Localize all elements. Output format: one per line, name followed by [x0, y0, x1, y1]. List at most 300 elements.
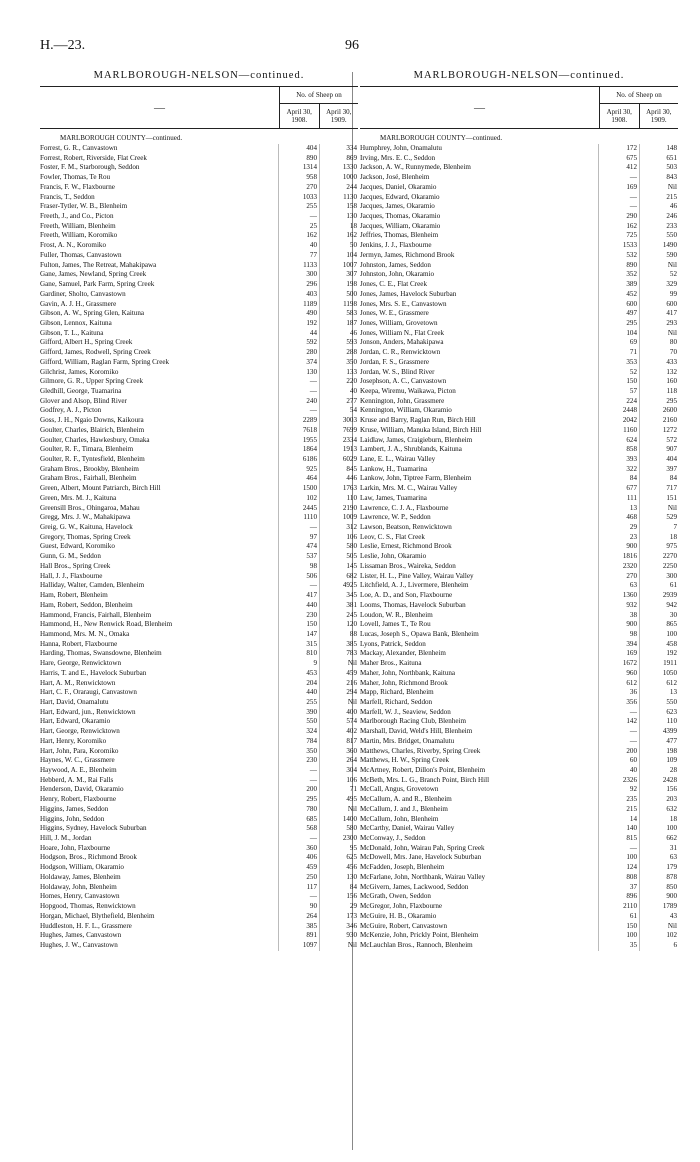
table-row — [40, 533, 358, 543]
owner-name: Green, Mrs. M. J., Kaituna — [40, 493, 117, 502]
owner-name: Greensill Bros., Ohingaroa, Mahau — [40, 503, 140, 512]
sheep-1909: 456 — [319, 863, 358, 873]
sheep-1909: 203 — [639, 795, 678, 805]
sheep-1909: Nil — [639, 922, 678, 932]
owner-name: Jacques, William, Okaramio — [360, 221, 441, 230]
sheep-1908: 97 — [278, 533, 319, 543]
sheep-1909: 46 — [319, 329, 358, 339]
sheep-1908: 612 — [598, 679, 639, 689]
sheep-1908: 810 — [278, 649, 319, 659]
table-row — [360, 523, 678, 533]
sheep-1909: 2939 — [639, 591, 678, 601]
table-row — [360, 542, 678, 552]
owner-name: Henry, Robert, Flaxbourne — [40, 795, 116, 804]
sheep-1908: 250 — [278, 873, 319, 883]
sheep-1909: 590 — [639, 251, 678, 261]
table-row — [40, 231, 358, 241]
sheep-1908: 440 — [278, 601, 319, 611]
table-row — [40, 931, 358, 941]
sheep-1908: 2110 — [598, 902, 639, 912]
sheep-1909: 612 — [639, 679, 678, 689]
sheep-1908: 350 — [278, 747, 319, 757]
sheep-1908: 890 — [598, 261, 639, 271]
sheep-1909: 7699 — [319, 426, 358, 436]
sheep-1909: 244 — [319, 183, 358, 193]
table-row — [40, 387, 358, 397]
sheep-1909: 632 — [639, 805, 678, 815]
sheep-1909: 28 — [639, 766, 678, 776]
table-row — [360, 640, 678, 650]
table-row — [360, 329, 678, 339]
owner-name: Hoare, John, Flaxbourne — [40, 843, 111, 852]
table-row — [40, 902, 358, 912]
owner-name: Goulter, Charles, Blairich, Blenheim — [40, 425, 145, 434]
owner-name: Jones, C. E., Flat Creek — [360, 280, 427, 289]
sheep-1909: 477 — [639, 737, 678, 747]
sheep-1908: 550 — [278, 717, 319, 727]
sheep-1909: 151 — [639, 494, 678, 504]
table-row — [40, 358, 358, 368]
sheep-1908: 69 — [598, 338, 639, 348]
owner-name: Hart, John, Para, Koromiko — [40, 746, 119, 755]
table-row — [360, 552, 678, 562]
owner-name: Gunn, G. M., Seddon — [40, 552, 101, 561]
table-row — [40, 688, 358, 698]
sheep-1909: 869 — [319, 154, 358, 164]
left-table-header — [40, 86, 358, 129]
owner-name: Kennington, John, Grassmere — [360, 396, 445, 405]
table-row — [40, 542, 358, 552]
table-row — [40, 815, 358, 825]
table-row — [40, 844, 358, 854]
owner-name: Forrest, G. R., Canvastown — [40, 144, 118, 152]
sheep-1909: 294 — [319, 688, 358, 698]
sheep-1908: 784 — [278, 737, 319, 747]
sheep-1909: Nil — [319, 941, 358, 951]
owner-name: Hart, Edward, jun., Renwicktown — [40, 707, 136, 716]
owner-name: Hopgood, Thomas, Renwicktown — [40, 902, 136, 911]
sheep-1908: 1360 — [598, 591, 639, 601]
table-row — [40, 241, 358, 251]
sheep-1908: 92 — [598, 785, 639, 795]
sheep-1908: 393 — [598, 455, 639, 465]
table-row — [40, 572, 358, 582]
sheep-1908: 459 — [278, 863, 319, 873]
sheep-1909: 160 — [639, 377, 678, 387]
table-row — [40, 620, 358, 630]
table-row — [360, 776, 678, 786]
sheep-1909: 580 — [319, 542, 358, 552]
sheep-1908: 169 — [598, 183, 639, 193]
sheep-1908: 255 — [278, 698, 319, 708]
owner-name: Lambert, J. A., Shrublands, Kaituna — [360, 445, 462, 454]
sheep-1908: 13 — [598, 504, 639, 514]
sheep-1909: 1130 — [319, 193, 358, 203]
table-row — [360, 426, 678, 436]
table-row — [40, 912, 358, 922]
table-row — [40, 785, 358, 795]
sheep-1909: 3003 — [319, 416, 358, 426]
table-row — [40, 747, 358, 757]
table-row — [40, 348, 358, 358]
sheep-count-header: No. of Sheep on — [280, 87, 358, 104]
owner-name: McDonald, John, Wairau Pah, Spring Creek — [360, 843, 485, 852]
sheep-1908: 98 — [598, 630, 639, 640]
owner-name: Haynes, W. C., Grassmere — [40, 756, 115, 765]
owner-name: Hodgson, Bros., Richmond Brook — [40, 853, 137, 862]
owner-name: Hart, George, Renwicktown — [40, 727, 120, 736]
sheep-1908: 29 — [598, 523, 639, 533]
sheep-1909: 2428 — [639, 776, 678, 786]
sheep-1909: 295 — [639, 397, 678, 407]
owner-name: Lovell, James T., Te Rou — [360, 620, 431, 629]
table-row — [360, 163, 678, 173]
owner-name: Jackson, José, Blenheim — [360, 173, 430, 182]
sheep-1909: 1789 — [639, 902, 678, 912]
owner-name: Freeth, J., and Co., Picton — [40, 212, 114, 221]
owner-name: Fraser-Tytler, W. B., Blenheim — [40, 202, 128, 211]
sheep-1909: 264 — [319, 756, 358, 766]
owner-name: Marshall, David, Weld's Hill, Blenheim — [360, 727, 473, 736]
sheep-1909: 2600 — [639, 406, 678, 416]
table-row — [360, 504, 678, 514]
sheep-1909: 18 — [319, 222, 358, 232]
table-row — [360, 688, 678, 698]
owner-name: Lane, E. L., Wairau Valley — [360, 455, 436, 463]
sheep-1908: — — [598, 844, 639, 854]
sheep-1909: 360 — [319, 747, 358, 757]
name-column-header: — — [154, 101, 165, 114]
owner-name: McGuire, H. B., Okaramio — [360, 911, 437, 920]
sheep-1908: 100 — [598, 931, 639, 941]
table-row — [40, 611, 358, 621]
sheep-1909: 942 — [639, 601, 678, 611]
owner-name: Hart, A. M., Renwicktown — [40, 678, 116, 687]
sheep-1908: 497 — [598, 309, 639, 319]
sheep-1908: 685 — [278, 815, 319, 825]
owner-name: Jacques, Edward, Okaramio — [360, 192, 440, 201]
sheep-1909: Nil — [639, 183, 678, 193]
owner-name: Fuller, Thomas, Canvastown — [40, 250, 122, 259]
table-row — [40, 163, 358, 173]
right-table-header — [360, 86, 678, 129]
table-row — [360, 513, 678, 523]
table-row — [40, 523, 358, 533]
sheep-1909: 288 — [319, 348, 358, 358]
sheep-1908: 90 — [278, 902, 319, 912]
table-row — [40, 562, 358, 572]
sheep-1908: 204 — [278, 679, 319, 689]
sheep-1908: 677 — [598, 484, 639, 494]
owner-name: Kruse, William, Manuka Island, Birch Hill — [360, 425, 482, 434]
table-row — [360, 474, 678, 484]
sheep-1908: 300 — [278, 270, 319, 280]
sheep-1909: 529 — [639, 513, 678, 523]
sheep-1909: 662 — [639, 834, 678, 844]
right-column-title: MARLBOROUGH-NELSON—continued. — [413, 70, 625, 81]
table-row — [40, 280, 358, 290]
table-row — [360, 436, 678, 446]
sheep-1908: 25 — [278, 222, 319, 232]
sheep-1908: 140 — [598, 824, 639, 834]
sheep-1908: 417 — [278, 591, 319, 601]
sheep-1908: 150 — [598, 377, 639, 387]
sheep-1908: 130 — [278, 368, 319, 378]
owner-name: Jones, W. E., Grassmere — [360, 309, 429, 318]
sheep-1909: 651 — [639, 154, 678, 164]
table-row — [40, 669, 358, 679]
table-row — [360, 766, 678, 776]
owner-name: McConway, J., Seddon — [360, 834, 426, 843]
owner-name: McDowell, Mrs. Jane, Havelock Suburban — [360, 853, 482, 862]
sheep-1909: 623 — [639, 708, 678, 718]
sheep-1908: 385 — [278, 922, 319, 932]
sheep-1909: 52 — [639, 270, 678, 280]
left-subheading: MARLBOROUGH COUNTY—continued. — [60, 134, 183, 142]
table-row — [360, 173, 678, 183]
table-row — [360, 358, 678, 368]
sheep-1909: 80 — [639, 338, 678, 348]
owner-name: Jacques, James, Okaramio — [360, 202, 435, 211]
sheep-1909: 495 — [319, 795, 358, 805]
sheep-1909: 215 — [639, 193, 678, 203]
owner-name: Ham, Robert, Blenheim — [40, 591, 108, 600]
owner-name: Looms, Thomas, Havelock Suburban — [360, 600, 466, 609]
sheep-1908: 412 — [598, 163, 639, 173]
owner-name: Hare, George, Renwicktown — [40, 659, 122, 668]
table-row — [40, 270, 358, 280]
table-row — [360, 863, 678, 873]
owner-name: Lawrence, W. P., Seddon — [360, 513, 431, 522]
sheep-1908: 150 — [598, 922, 639, 932]
table-row — [360, 853, 678, 863]
table-row — [40, 338, 358, 348]
table-row — [360, 319, 678, 329]
table-row — [40, 717, 358, 727]
sheep-1908: 352 — [598, 270, 639, 280]
owner-name: Ham, Robert, Seddon, Blenheim — [40, 600, 133, 609]
owner-name: Jermyn, James, Richmond Brook — [360, 250, 455, 259]
table-row — [360, 727, 678, 737]
sheep-1908: 36 — [598, 688, 639, 698]
sheep-1908: 1500 — [278, 484, 319, 494]
owner-name: Leov, C. S., Flat Creek — [360, 532, 425, 541]
sheep-1908: 960 — [598, 669, 639, 679]
owner-name: Gifford, William, Raglan Farm, Spring Creek — [40, 357, 170, 366]
owner-name: Hodgson, William, Okaramio — [40, 863, 124, 872]
name-column-header: — — [474, 101, 485, 114]
sheep-1909: 1490 — [639, 241, 678, 251]
sheep-1908: 142 — [598, 717, 639, 727]
table-row — [40, 300, 358, 310]
owner-name: Gregg, Mrs. J. W., Mahakipawa — [40, 513, 131, 522]
sheep-1909: Nil — [639, 504, 678, 514]
sheep-1908: 464 — [278, 474, 319, 484]
owner-name: Maher, John, Northbank, Kaituna — [360, 668, 456, 677]
table-row — [40, 329, 358, 339]
table-row — [360, 202, 678, 212]
owner-name: Freeth, William, Blenheim — [40, 221, 116, 230]
owner-name: Matthews, H. W., Spring Creek — [360, 756, 450, 765]
owner-name: Loe, A. D., and Son, Flaxbourne — [360, 591, 453, 600]
table-row — [40, 581, 358, 591]
sheep-1909: 1007 — [319, 261, 358, 271]
sheep-1908: 1533 — [598, 241, 639, 251]
sheep-1909: 1913 — [319, 445, 358, 455]
sheep-1909: 110 — [639, 717, 678, 727]
sheep-1908: 2326 — [598, 776, 639, 786]
sheep-1909: 6029 — [319, 455, 358, 465]
table-row — [360, 601, 678, 611]
sheep-1908: 815 — [598, 834, 639, 844]
sheep-1908: 192 — [278, 319, 319, 329]
sheep-1908: — — [278, 406, 319, 416]
sheep-1909: 2160 — [639, 416, 678, 426]
owner-name: Gilmore, G. R., Upper Spring Creek — [40, 377, 144, 386]
owner-name: McGivern, James, Lackwood, Seddon — [360, 882, 469, 891]
table-row — [360, 747, 678, 757]
sheep-1908: 506 — [278, 572, 319, 582]
sheep-1908: 71 — [598, 348, 639, 358]
sheep-1909: 404 — [639, 455, 678, 465]
table-row — [40, 319, 358, 329]
sheep-1908: 200 — [598, 747, 639, 757]
owner-name: Jordan, C. R., Renwicktown — [360, 348, 441, 357]
owner-name: McCallum, J. and J., Blenheim — [360, 804, 448, 813]
table-row — [40, 154, 358, 164]
sheep-1909: 148 — [639, 144, 678, 154]
owner-name: Horgan, Michael, Blythefield, Blenheim — [40, 911, 155, 920]
owner-name: Goulter, R. F., Timara, Blenheim — [40, 445, 134, 454]
sheep-1908: 780 — [278, 805, 319, 815]
year-1909-header: April 30, 1909. — [639, 104, 679, 128]
table-row — [360, 717, 678, 727]
owner-name: Gibson, A. W., Spring Glen, Kaituna — [40, 309, 145, 318]
table-row — [360, 883, 678, 893]
table-row — [360, 611, 678, 621]
table-row — [40, 193, 358, 203]
sheep-1908: 38 — [598, 611, 639, 621]
table-row — [40, 465, 358, 475]
table-row — [40, 776, 358, 786]
table-row — [40, 824, 358, 834]
owner-name: Higgins, Sydney, Havelock Suburban — [40, 824, 147, 833]
table-row — [360, 494, 678, 504]
owner-name: Law, James, Tuamarina — [360, 493, 427, 502]
sheep-1908: 1189 — [278, 300, 319, 310]
owner-name: Fulton, James, The Retreat, Mahakipawa — [40, 260, 157, 269]
owner-name: Marfell, Richard, Seddon — [360, 697, 433, 706]
owner-name: Gledhill, George, Tuamarina — [40, 386, 122, 395]
owner-name: Godfrey, A. J., Picton — [40, 406, 102, 415]
sheep-1908: 162 — [598, 222, 639, 232]
owner-name: Hebberd, A. M., Rai Falls — [40, 775, 114, 784]
table-row — [360, 844, 678, 854]
table-row — [360, 679, 678, 689]
sheep-1908: 356 — [598, 698, 639, 708]
sheep-1909: 334 — [319, 144, 358, 154]
table-row — [360, 815, 678, 825]
owner-name: Gavin, A. J. H., Grassmere — [40, 299, 117, 308]
table-row — [40, 834, 358, 844]
owner-name: Jackson, A. W., Runnymede, Blenheim — [360, 163, 471, 172]
sheep-1908: — — [598, 173, 639, 183]
sheep-1909: 13 — [639, 688, 678, 698]
sheep-1909: 31 — [639, 844, 678, 854]
sheep-1909: 682 — [319, 572, 358, 582]
sheep-1909: 865 — [639, 620, 678, 630]
owner-name: Green, Albert, Mount Patriarch, Birch Hill — [40, 484, 161, 493]
owner-name: McCallum, John, Blenheim — [360, 814, 439, 823]
table-row — [360, 455, 678, 465]
sheep-1909: 106 — [319, 776, 358, 786]
table-row — [360, 581, 678, 591]
table-row — [360, 309, 678, 319]
owner-name: Higgins, James, Seddon — [40, 804, 109, 813]
owner-name: Fowler, Thomas, Te Rou — [40, 173, 111, 182]
sheep-1908: — — [278, 776, 319, 786]
table-row — [40, 941, 358, 951]
sheep-1909: 100 — [639, 630, 678, 640]
table-row — [40, 698, 358, 708]
table-row — [360, 737, 678, 747]
sheep-1908: 290 — [598, 212, 639, 222]
sheep-1909: 187 — [319, 319, 358, 329]
sheep-1908: 2042 — [598, 416, 639, 426]
sheep-1909: 133 — [319, 368, 358, 378]
sheep-1909: 1009 — [319, 513, 358, 523]
table-row — [360, 241, 678, 251]
sheep-1909: 40 — [319, 387, 358, 397]
sheep-1909: 156 — [639, 785, 678, 795]
sheep-1908: 296 — [278, 280, 319, 290]
sheep-1908: 98 — [278, 562, 319, 572]
sheep-1908: 255 — [278, 202, 319, 212]
table-row — [40, 445, 358, 455]
sheep-1909: 1000 — [319, 173, 358, 183]
owner-name: Graham Bros., Brookby, Blenheim — [40, 464, 139, 473]
sheep-1909: 162 — [319, 231, 358, 241]
sheep-1909: 61 — [639, 581, 678, 591]
sheep-1908: 40 — [278, 241, 319, 251]
sheep-1908: 490 — [278, 309, 319, 319]
table-row — [40, 377, 358, 387]
table-row — [40, 436, 358, 446]
owner-name: Hammond, Francis, Fairhall, Blenheim — [40, 610, 152, 619]
table-row — [40, 474, 358, 484]
table-row — [360, 445, 678, 455]
sheep-1908: — — [278, 834, 319, 844]
table-row — [40, 863, 358, 873]
owner-name: Foster, F. M., Starborough, Seddon — [40, 163, 140, 172]
sheep-1908: 104 — [598, 329, 639, 339]
table-row — [360, 922, 678, 932]
table-row — [360, 290, 678, 300]
sheep-1909: 1763 — [319, 484, 358, 494]
owner-name: Hart, Edward, Okaramio — [40, 717, 111, 726]
sheep-1909: 198 — [639, 747, 678, 757]
sheep-1908: 452 — [598, 290, 639, 300]
sheep-1909: 783 — [319, 649, 358, 659]
sheep-1909: 2250 — [639, 562, 678, 572]
sheep-1908: 600 — [598, 300, 639, 310]
table-row — [360, 941, 678, 951]
owner-name: McGuire, Robert, Canvastown — [360, 921, 448, 930]
sheep-1909: 843 — [639, 173, 678, 183]
owner-name: Haywood, A. E., Blenheim — [40, 766, 117, 774]
sheep-1909: 198 — [319, 280, 358, 290]
table-row — [360, 533, 678, 543]
